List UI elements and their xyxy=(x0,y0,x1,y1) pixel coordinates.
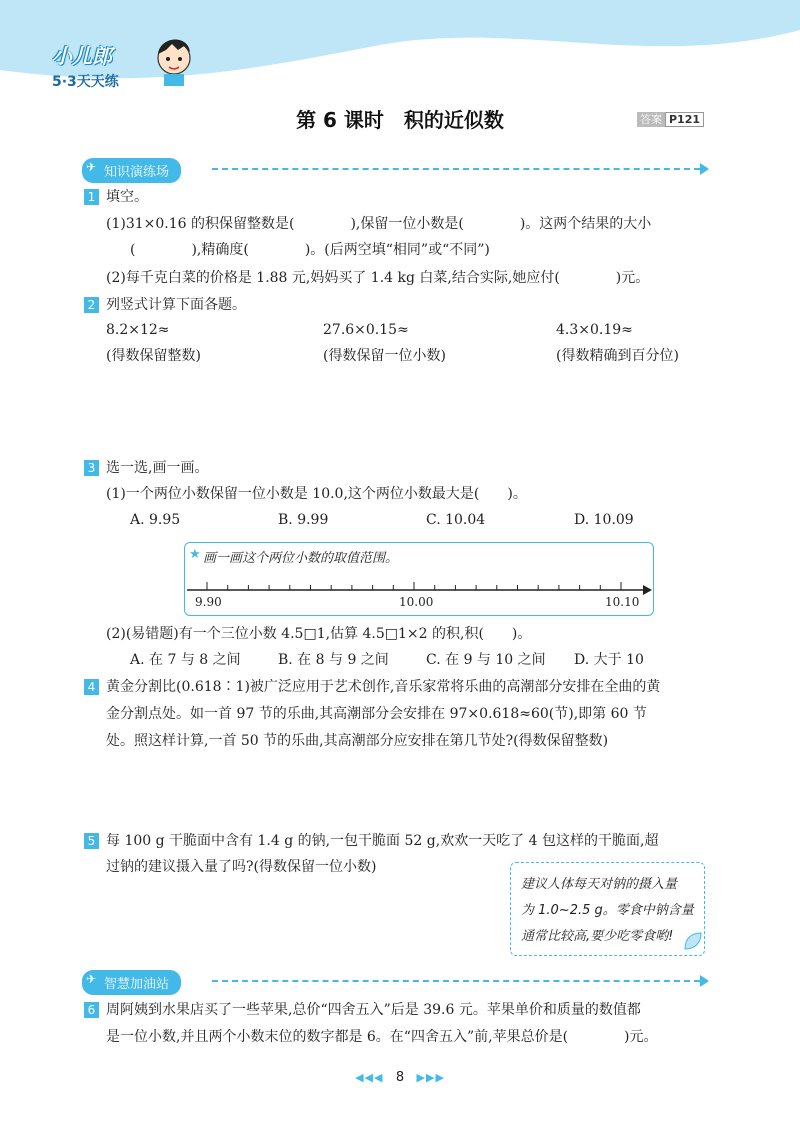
tick-label: 10.00 xyxy=(399,595,434,609)
q4-line3: 处。照这样计算,一首 50 节的乐曲,其高潮部分应安排在第几节处?(得数保留整数) xyxy=(106,733,609,749)
q4-line1: 黄金分割比(0.618∶1)被广泛应用于艺术创作,音乐家常将乐曲的高潮部分安排在全曲的黄 xyxy=(106,679,661,695)
q3-option: A. 9.95 xyxy=(130,512,181,528)
q3-option: D. 10.09 xyxy=(574,512,634,528)
question-number: 5 xyxy=(84,833,99,849)
section-header-practice xyxy=(82,158,181,180)
prev-arrows-icon: ◀◀◀ xyxy=(355,1071,384,1084)
q3-line2: (2)(易错题)有一个三位小数 4.5□1,估算 4.5□1×2 的积,积( )。 xyxy=(106,626,532,642)
tip-line: 通常比较高,要少吃零食哟! xyxy=(521,929,674,944)
q2-heading: 列竖式计算下面各题。 xyxy=(106,297,246,313)
boy-mascot-icon xyxy=(150,28,198,88)
page-title: 第 6 课时 积的近似数 xyxy=(296,108,504,132)
q6-line2: 是一位小数,并且两个小数末位的数字都是 6。在“四舍五入”前,苹果总价是( )元。 xyxy=(106,1029,658,1045)
tip-box xyxy=(510,862,705,956)
q3-option: C. 10.04 xyxy=(426,512,486,528)
q3-option: A. 在 7 与 8 之间 xyxy=(130,652,241,668)
tick-label: 9.90 xyxy=(195,595,222,609)
arrow-right-icon xyxy=(700,975,709,987)
q2-note: (得数保留整数) xyxy=(106,348,201,364)
q2-note: (得数保留一位小数) xyxy=(323,348,446,364)
q3-line1: (1)一个两位小数保留一位小数是 10.0,这个两位小数最大是( )。 xyxy=(106,486,527,502)
section-divider xyxy=(212,980,700,982)
q1-line1: (1)31×0.16 的积保留整数是( ),保留一位小数是( )。这两个结果的大小 xyxy=(106,216,652,232)
q3-option: B. 在 8 与 9 之间 xyxy=(278,652,389,668)
q2-expression: 27.6×0.15≈ xyxy=(323,322,409,338)
tip-line: 建议人体每天对钠的摄入量 xyxy=(521,877,678,892)
q2-note: (得数精确到百分位) xyxy=(556,348,679,364)
q6-line1: 周阿姨到水果店买了一些苹果,总价“四舍五入”后是 39.6 元。苹果单价和质量的数值都 xyxy=(106,1002,641,1018)
logo-subtitle: 5·3天天练 xyxy=(52,74,119,90)
page-number: 8 xyxy=(395,1070,405,1085)
answer-label: 答案 xyxy=(637,112,665,127)
page-footer xyxy=(0,1070,800,1085)
q5-line2: 过钠的建议摄入量了吗?(得数保留一位小数) xyxy=(106,859,377,875)
question-number: 2 xyxy=(84,297,99,313)
leaf-icon xyxy=(683,931,703,951)
q3-option: C. 在 9 与 10 之间 xyxy=(426,652,546,668)
section-divider xyxy=(212,168,700,170)
question-number: 3 xyxy=(84,460,99,476)
question-number: 1 xyxy=(84,189,99,205)
number-line-box xyxy=(184,542,654,616)
logo xyxy=(52,40,119,91)
section-header-challenge xyxy=(82,970,181,992)
section-title: ✈ 智慧加油站 xyxy=(82,970,181,995)
answer-reference xyxy=(637,111,704,127)
section-title: ✈ 知识演练场 xyxy=(82,158,181,183)
arrow-right-icon xyxy=(700,163,709,175)
question-number: 4 xyxy=(84,679,99,695)
q5-line1: 每 100 g 干脆面中含有 1.4 g 的钠,一包干脆面 52 g,欢欢一天吃了 4 包这样的干脆面,超 xyxy=(106,833,659,849)
tick-label: 10.10 xyxy=(605,595,640,609)
q1-heading: 填空。 xyxy=(106,189,148,205)
draw-instruction: 画一画这个两位小数的取值范围。 xyxy=(203,551,399,566)
q3-option: B. 9.99 xyxy=(278,512,329,528)
star-icon: ★ xyxy=(189,547,201,562)
q3-heading: 选一选,画一画。 xyxy=(106,460,209,476)
logo-title: 小儿郎 xyxy=(52,44,112,68)
next-arrows-icon: ▶▶▶ xyxy=(416,1071,445,1084)
q1-line2: ( ),精确度( )。(后两空填“相同”或“不同”) xyxy=(130,242,490,258)
answer-page: P121 xyxy=(665,112,704,127)
q1-line3: (2)每千克白菜的价格是 1.88 元,妈妈买了 1.4 kg 白菜,结合实际,她应付( )元。 xyxy=(106,270,650,286)
tip-line: 为 1.0~2.5 g。零食中钠含量 xyxy=(521,903,694,918)
q3-option: D. 大于 10 xyxy=(574,652,644,668)
q4-line2: 金分割点处。如一首 97 节的乐曲,其高潮部分会安排在 97×0.618≈60(节),即第 60 节 xyxy=(106,706,647,722)
question-number: 6 xyxy=(84,1002,99,1018)
header-wave xyxy=(0,0,800,100)
q2-expression: 8.2×12≈ xyxy=(106,322,170,338)
q2-expression: 4.3×0.19≈ xyxy=(556,322,633,338)
